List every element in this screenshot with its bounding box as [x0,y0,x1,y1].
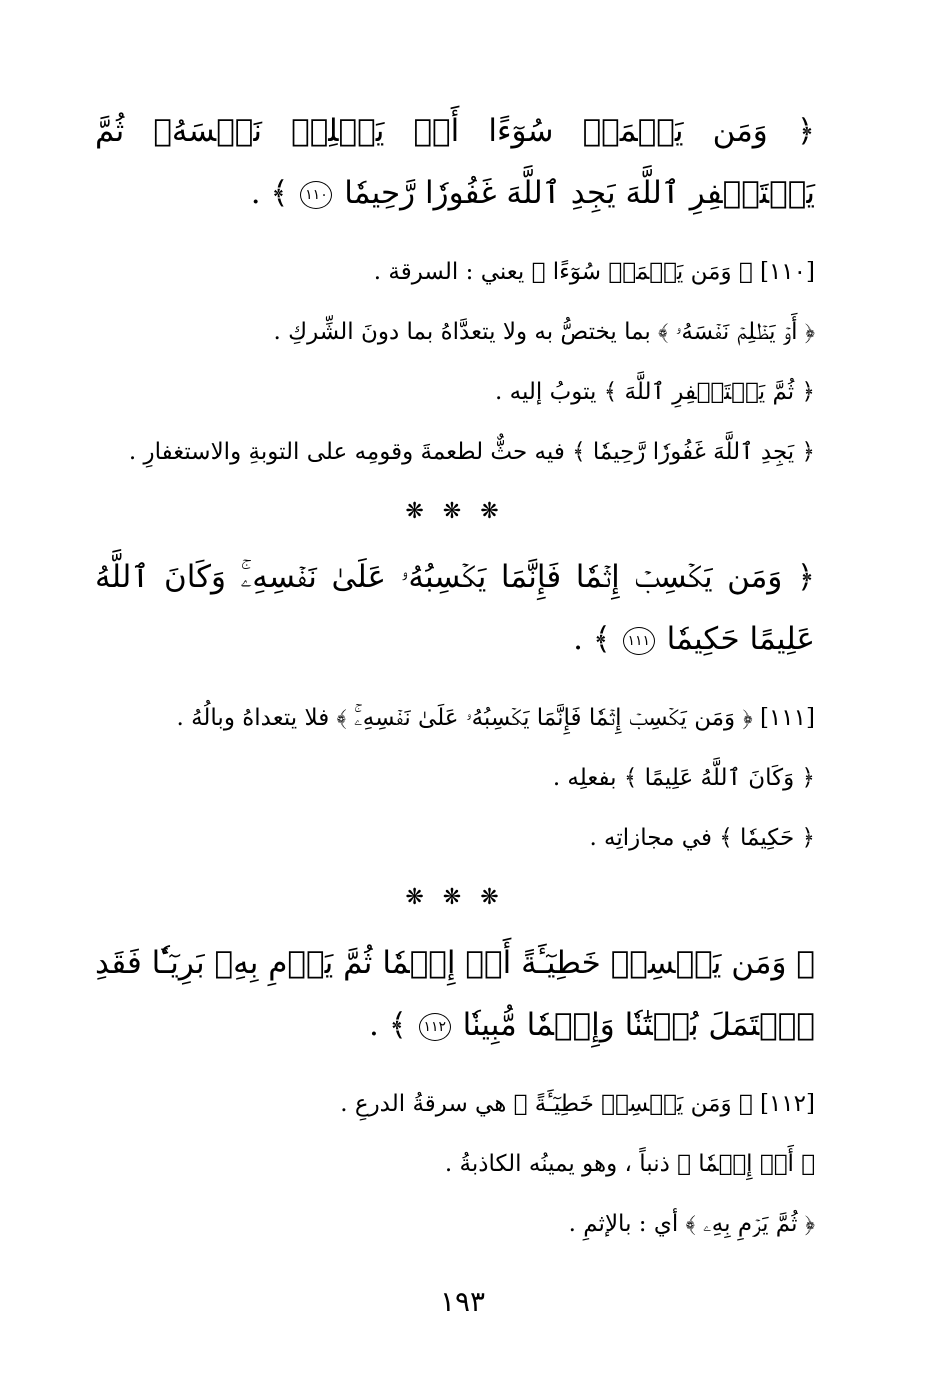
quran-verse [95,546,815,670]
section-divider: ❋ ❋ ❋ [405,885,505,910]
section-verse-111 [95,546,815,868]
verse-text: ﴿ وَمَن يَكۡسِبۡ إِثۡمٗا فَإِنَّمَا يَكۡسِبُهُۥ عَلَىٰ نَفۡسِهِۦۚ وَكَانَ ٱللَّهُ عَلِيمًا حَكِيمٗا [95,559,815,657]
verse-end: ﴾ . [369,1007,407,1043]
verse-text: ﴿ وَمَن يَكۡسِبۡ خَطِيٓـَٔةً أَوۡ إِثۡمٗا ثُمَّ يَرۡمِ بِهِۦ بَرِيٓـٔٗا فَقَدِ ٱحۡتَمَلَ بُهۡتَٰنٗا وَإِثۡمٗا مُّبِينٗا [95,945,815,1043]
verse-end: ﴾ . [573,621,611,657]
commentary-line: [١١٢] ﴿ وَمَن يَكۡسِبۡ خَطِيٓـَٔةً ﴾ هي سرقةُ الدرعِ . [340,1091,815,1117]
commentary-line: ﴿ أَوۡ إِثۡمٗا ﴾ ذنباً ، وهو يمينُه الكاذبةُ . [444,1151,815,1177]
commentary-line: ﴿ وَكَانَ ٱللَّهُ عَلِيمًا ﴾ بفعلِه . [552,765,815,791]
commentary-line: [١١٠] ﴿ وَمَن يَعۡمَلۡ سُوٓءًا ﴾ يعني : السرقة . [373,259,815,285]
page-content [95,100,815,1254]
section-verse-112 [95,932,815,1254]
commentary-line: ﴿ ثُمَّ يَرۡمِ بِهِۦ ﴾ أي : بالإثمِ . [568,1211,815,1237]
verse-text: ﴿ وَمَن يَعۡمَلۡ سُوٓءًا أَوۡ يَظۡلِمۡ نَفۡسَهُۥ ثُمَّ يَسۡتَغۡفِرِ ٱللَّهَ يَجِدِ ٱللَّهَ غَفُورٗا رَّحِيمٗا [95,113,815,211]
commentary-line: ﴿ أَوۡ يَظۡلِمۡ نَفۡسَهُۥ ﴾ بما يختصُّ به ولا يتعدَّاهُ بما دونَ الشِّركِ . [273,319,815,345]
quran-verse [95,100,815,224]
ayah-number-marker: ١١٢ [419,1013,451,1041]
section-divider: ❋ ❋ ❋ [405,499,505,524]
commentary-line: ﴿ حَكِيمٗا ﴾ في مجازاتِه . [589,825,815,851]
commentary-line: [١١١] ﴿ وَمَن يَكۡسِبۡ إِثۡمٗا فَإِنَّمَا يَكۡسِبُهُۥ عَلَىٰ نَفۡسِهِۦۚ ﴾ فلا يتعداهُ وبالُهُ . [176,705,815,731]
quran-verse [95,932,815,1056]
ayah-number-marker: ١١٠ [300,181,332,209]
ayah-number-marker: ١١١ [623,627,655,655]
commentary-line: ﴿ يَجِدِ ٱللَّهَ غَفُورٗا رَّحِيمٗا ﴾ فيه حثٌّ لطعمةَ وقومِه على التوبةِ والاستغفارِ . [128,439,815,465]
verse-end: ﴾ . [250,175,289,211]
section-verse-110 [95,100,815,482]
commentary-line: ﴿ ثُمَّ يَسۡتَغۡفِرِ ٱللَّهَ ﴾ يتوبُ إليه . [494,379,815,405]
page-number: ١٩٣ [439,1285,486,1318]
